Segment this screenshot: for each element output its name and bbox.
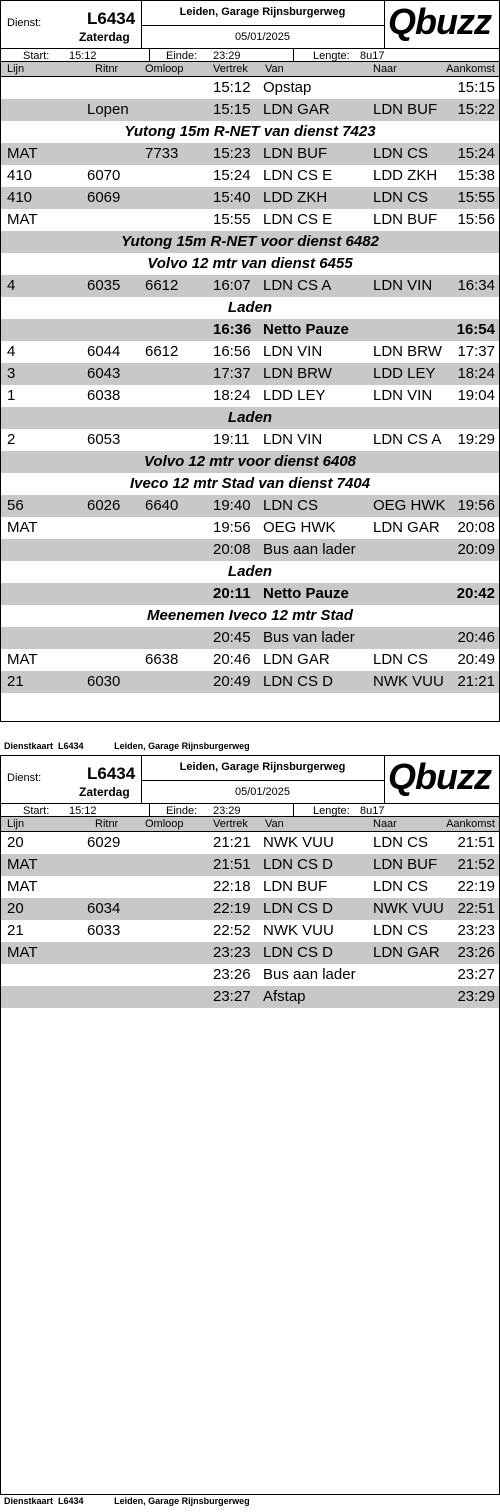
cell-ritnr: 6030 bbox=[87, 673, 121, 690]
cell-omloop: 7733 bbox=[145, 145, 179, 162]
table-row bbox=[1, 539, 499, 561]
section-heading: Volvo 12 mtr voor dienst 6408 bbox=[1, 451, 499, 473]
cell-aankomst: 19:29 bbox=[457, 431, 495, 448]
cell-lijn: 4 bbox=[7, 277, 16, 294]
cell-aankomst: 15:55 bbox=[457, 189, 495, 206]
cell-naar: LDD ZKH bbox=[373, 167, 438, 184]
cell-vertrek: 15:24 bbox=[213, 167, 251, 184]
page-footer bbox=[4, 1496, 250, 1506]
card-header bbox=[0, 0, 500, 62]
cell-van: Netto Pauze bbox=[263, 585, 349, 602]
schedule-table bbox=[0, 77, 500, 722]
col-van: Van bbox=[265, 63, 284, 75]
divider bbox=[293, 48, 294, 63]
cell-van: LDN CS D bbox=[263, 944, 334, 961]
section-heading: Volvo 12 mtr van dienst 6455 bbox=[147, 255, 353, 272]
cell-vertrek: 15:40 bbox=[213, 189, 251, 206]
dienstkaart-page-1 bbox=[0, 0, 500, 751]
cell-naar: LDN BUF bbox=[373, 211, 438, 228]
day-label: Zaterdag bbox=[79, 30, 130, 44]
cell-van: Afstap bbox=[263, 988, 306, 1005]
table-row bbox=[1, 942, 499, 964]
cell-vertrek: 21:51 bbox=[213, 856, 251, 873]
schedule-table bbox=[0, 832, 500, 1495]
cell-naar: LDN CS bbox=[373, 189, 429, 206]
table-row bbox=[1, 187, 499, 209]
table-row bbox=[1, 649, 499, 671]
page-footer bbox=[4, 741, 250, 751]
footer-location: Leiden, Garage Rijnsburgerweg bbox=[114, 741, 250, 751]
cell-vertrek: 23:23 bbox=[213, 944, 251, 961]
start-time: 15:12 bbox=[69, 50, 97, 62]
cell-van: LDN GAR bbox=[263, 101, 330, 118]
section-heading: Laden bbox=[227, 299, 273, 316]
cell-naar: LDN BRW bbox=[373, 343, 442, 360]
cell-ritnr: 6033 bbox=[87, 922, 121, 939]
col-lijn: Lijn bbox=[7, 63, 25, 75]
table-row bbox=[1, 583, 499, 605]
cell-aankomst: 18:24 bbox=[457, 365, 495, 382]
cell-lijn: MAT bbox=[7, 856, 38, 873]
cell-lijn: 21 bbox=[7, 673, 24, 690]
cell-van: LDN GAR bbox=[263, 651, 330, 668]
einde-time: 23:29 bbox=[213, 805, 241, 817]
cell-omloop: 6612 bbox=[145, 343, 179, 360]
lengte-label: Lengte: bbox=[313, 50, 350, 62]
cell-naar: LDN VIN bbox=[373, 277, 433, 294]
footer-dienst: L6434 bbox=[58, 1496, 84, 1506]
section-heading: Meenemen Iveco 12 mtr Stad bbox=[147, 607, 353, 624]
cell-ritnr: 6044 bbox=[87, 343, 121, 360]
cell-van: LDN BUF bbox=[263, 145, 328, 162]
qbuzz-logo: Qbuzz bbox=[388, 1, 491, 42]
table-row bbox=[1, 517, 499, 539]
cell-ritnr: 6053 bbox=[87, 431, 121, 448]
dienst-label: Dienst: bbox=[7, 17, 42, 29]
cell-ritnr: 6038 bbox=[87, 387, 121, 404]
table-row bbox=[1, 627, 499, 649]
col-omloop: Omloop bbox=[145, 63, 184, 75]
card-header bbox=[0, 755, 500, 817]
cell-ritnr: 6029 bbox=[87, 834, 121, 851]
cell-vertrek: 16:07 bbox=[213, 277, 251, 294]
cell-ritnr: Lopen bbox=[87, 101, 129, 118]
cell-aankomst: 20:42 bbox=[456, 585, 495, 602]
cell-aankomst: 17:37 bbox=[457, 343, 495, 360]
cell-van: LDN CS D bbox=[263, 900, 334, 917]
cell-lijn: 2 bbox=[7, 431, 16, 448]
col-vertrek: Vertrek bbox=[213, 63, 248, 75]
garage-location: Leiden, Garage Rijnsburgerweg bbox=[179, 761, 346, 773]
cell-vertrek: 20:45 bbox=[213, 629, 251, 646]
cell-ritnr: 6070 bbox=[87, 167, 121, 184]
divider bbox=[149, 48, 150, 63]
cell-vertrek: 19:56 bbox=[213, 519, 251, 536]
footer-label: Dienstkaart bbox=[4, 741, 54, 751]
cell-van: LDD LEY bbox=[263, 387, 326, 404]
cell-lijn: MAT bbox=[7, 211, 38, 228]
cell-aankomst: 23:26 bbox=[457, 944, 495, 961]
cell-vertrek: 23:27 bbox=[213, 988, 251, 1005]
divider bbox=[293, 803, 294, 818]
cell-aankomst: 20:49 bbox=[457, 651, 495, 668]
cell-vertrek: 16:36 bbox=[213, 321, 252, 338]
cell-van: LDN CS D bbox=[263, 856, 334, 873]
table-row bbox=[1, 341, 499, 363]
table-row bbox=[1, 209, 499, 231]
cell-van: LDN CS D bbox=[263, 673, 334, 690]
cell-vertrek: 15:23 bbox=[213, 145, 251, 162]
table-row bbox=[1, 876, 499, 898]
cell-aankomst: 15:24 bbox=[457, 145, 495, 162]
cell-aankomst: 19:56 bbox=[457, 497, 495, 514]
cell-vertrek: 16:56 bbox=[213, 343, 251, 360]
section-heading: Iveco 12 mtr Stad van dienst 7404 bbox=[129, 475, 371, 492]
cell-aankomst: 22:19 bbox=[457, 878, 495, 895]
cell-van: LDN CS bbox=[263, 497, 319, 514]
cell-vertrek: 21:21 bbox=[213, 834, 251, 851]
cell-vertrek: 19:11 bbox=[213, 431, 250, 448]
divider bbox=[149, 803, 150, 818]
lengte-value: 8u17 bbox=[360, 50, 385, 62]
table-row bbox=[1, 99, 499, 121]
einde-time: 23:29 bbox=[213, 50, 241, 62]
cell-lijn: MAT bbox=[7, 145, 38, 162]
table-row bbox=[1, 143, 499, 165]
column-header-row bbox=[0, 62, 500, 77]
cell-lijn: MAT bbox=[7, 944, 38, 961]
cell-van: LDN CS A bbox=[263, 277, 332, 294]
table-row bbox=[1, 77, 499, 99]
start-label: Start: bbox=[23, 805, 50, 817]
cell-vertrek: 17:37 bbox=[213, 365, 251, 382]
cell-naar: LDN CS bbox=[373, 922, 429, 939]
table-row bbox=[1, 363, 499, 385]
cell-naar: LDN CS bbox=[373, 145, 429, 162]
table-row bbox=[1, 319, 499, 341]
cell-van: LDN CS E bbox=[263, 211, 333, 228]
cell-omloop: 6640 bbox=[145, 497, 179, 514]
cell-vertrek: 22:52 bbox=[213, 922, 251, 939]
lengte-value: 8u17 bbox=[360, 805, 385, 817]
table-row bbox=[1, 275, 499, 297]
cell-aankomst: 15:38 bbox=[457, 167, 495, 184]
cell-aankomst: 23:27 bbox=[457, 966, 495, 983]
cell-vertrek: 22:18 bbox=[213, 878, 251, 895]
table-row bbox=[1, 671, 499, 693]
cell-naar: LDN GAR bbox=[373, 944, 440, 961]
section-heading: Laden bbox=[227, 563, 273, 580]
col-naar: Naar bbox=[373, 63, 397, 75]
cell-vertrek: 15:55 bbox=[213, 211, 251, 228]
cell-ritnr: 6043 bbox=[87, 365, 121, 382]
dienstkaart-page-2 bbox=[0, 755, 500, 1506]
cell-naar: LDN GAR bbox=[373, 519, 440, 536]
cell-aankomst: 23:29 bbox=[457, 988, 495, 1005]
cell-van: LDN BRW bbox=[263, 365, 332, 382]
cell-naar: LDN CS A bbox=[373, 431, 442, 448]
divider bbox=[141, 780, 384, 781]
cell-aankomst: 16:54 bbox=[456, 321, 495, 338]
table-row bbox=[1, 898, 499, 920]
cell-aankomst: 20:46 bbox=[457, 629, 495, 646]
cell-omloop: 6638 bbox=[145, 651, 179, 668]
cell-naar: OEG HWK bbox=[373, 497, 446, 514]
cell-van: Bus aan lader bbox=[263, 541, 356, 558]
date: 05/01/2025 bbox=[234, 786, 291, 798]
cell-lijn: MAT bbox=[7, 519, 38, 536]
qbuzz-logo: Qbuzz bbox=[388, 756, 491, 797]
col-aankomst: Aankomst bbox=[446, 63, 495, 75]
footer-dienst: L6434 bbox=[58, 741, 84, 751]
cell-lijn: 20 bbox=[7, 900, 24, 917]
cell-lijn: 3 bbox=[7, 365, 16, 382]
cell-van: NWK VUU bbox=[263, 922, 334, 939]
col-aankomst: Aankomst bbox=[446, 818, 495, 830]
table-row bbox=[1, 165, 499, 187]
col-naar: Naar bbox=[373, 818, 397, 830]
col-ritnr: Ritnr bbox=[95, 63, 119, 75]
cell-aankomst: 15:22 bbox=[457, 101, 495, 118]
cell-naar: LDN VIN bbox=[373, 387, 433, 404]
cell-lijn: MAT bbox=[7, 878, 38, 895]
cell-naar: LDD LEY bbox=[373, 365, 436, 382]
col-van: Van bbox=[265, 818, 284, 830]
cell-ritnr: 6034 bbox=[87, 900, 121, 917]
dienst-label: Dienst: bbox=[7, 772, 42, 784]
table-row bbox=[1, 964, 499, 986]
dienst-number: L6434 bbox=[87, 764, 136, 783]
date: 05/01/2025 bbox=[234, 31, 291, 43]
table-row bbox=[1, 429, 499, 451]
table-row bbox=[1, 854, 499, 876]
cell-aankomst: 15:56 bbox=[457, 211, 495, 228]
start-time: 15:12 bbox=[69, 805, 97, 817]
cell-naar: LDN CS bbox=[373, 834, 429, 851]
section-heading: Laden bbox=[1, 407, 499, 429]
cell-naar: LDN BUF bbox=[373, 101, 438, 118]
cell-vertrek: 15:12 bbox=[213, 79, 251, 96]
start-label: Start: bbox=[23, 50, 50, 62]
table-row bbox=[1, 920, 499, 942]
garage-location: Leiden, Garage Rijnsburgerweg bbox=[179, 6, 346, 18]
cell-omloop: 6612 bbox=[145, 277, 179, 294]
cell-aankomst: 19:04 bbox=[457, 387, 495, 404]
cell-aankomst: 16:34 bbox=[457, 277, 495, 294]
day-label: Zaterdag bbox=[79, 785, 130, 799]
cell-vertrek: 20:08 bbox=[213, 541, 251, 558]
cell-naar: LDN BUF bbox=[373, 856, 438, 873]
cell-van: Opstap bbox=[263, 79, 312, 96]
divider bbox=[384, 756, 385, 803]
cell-lijn: 4 bbox=[7, 343, 16, 360]
cell-naar: NWK VUU bbox=[373, 673, 444, 690]
cell-van: LDD ZKH bbox=[263, 189, 328, 206]
cell-van: Netto Pauze bbox=[263, 321, 349, 338]
cell-aankomst: 21:52 bbox=[457, 856, 495, 873]
cell-vertrek: 22:19 bbox=[213, 900, 251, 917]
footer-location: Leiden, Garage Rijnsburgerweg bbox=[114, 1496, 250, 1506]
cell-van: LDN BUF bbox=[263, 878, 328, 895]
cell-ritnr: 6069 bbox=[87, 189, 121, 206]
cell-lijn: 21 bbox=[7, 922, 24, 939]
table-row bbox=[1, 495, 499, 517]
divider bbox=[141, 25, 384, 26]
table-row bbox=[1, 385, 499, 407]
cell-van: OEG HWK bbox=[263, 519, 336, 536]
divider bbox=[1, 803, 499, 804]
divider bbox=[1, 48, 499, 49]
section-heading: Yutong 15m R-NET van dienst 7423 bbox=[124, 123, 376, 140]
cell-naar: LDN CS bbox=[373, 651, 429, 668]
cell-naar: NWK VUU bbox=[373, 900, 444, 917]
cell-vertrek: 23:26 bbox=[213, 966, 251, 983]
cell-aankomst: 21:21 bbox=[457, 673, 495, 690]
column-header-row bbox=[0, 817, 500, 832]
col-ritnr: Ritnr bbox=[95, 818, 119, 830]
cell-aankomst: 23:23 bbox=[457, 922, 495, 939]
cell-van: NWK VUU bbox=[263, 834, 334, 851]
cell-aankomst: 15:15 bbox=[457, 79, 495, 96]
cell-vertrek: 18:24 bbox=[213, 387, 251, 404]
cell-van: Bus van lader bbox=[263, 629, 355, 646]
cell-lijn: MAT bbox=[7, 651, 38, 668]
cell-lijn: 410 bbox=[7, 189, 33, 206]
cell-lijn: 56 bbox=[7, 497, 24, 514]
lengte-label: Lengte: bbox=[313, 805, 350, 817]
col-omloop: Omloop bbox=[145, 818, 184, 830]
einde-label: Einde: bbox=[166, 50, 198, 62]
section-heading: Yutong 15m R-NET voor dienst 6482 bbox=[1, 231, 499, 253]
table-row bbox=[1, 832, 499, 854]
cell-van: LDN VIN bbox=[263, 431, 323, 448]
divider bbox=[384, 1, 385, 48]
cell-van: Bus aan lader bbox=[263, 966, 356, 983]
footer-label: Dienstkaart bbox=[4, 1496, 54, 1506]
cell-aankomst: 22:51 bbox=[457, 900, 495, 917]
cell-lijn: 1 bbox=[7, 387, 16, 404]
cell-vertrek: 19:40 bbox=[213, 497, 251, 514]
col-vertrek: Vertrek bbox=[213, 818, 248, 830]
cell-ritnr: 6035 bbox=[87, 277, 121, 294]
cell-vertrek: 20:11 bbox=[213, 585, 251, 602]
cell-ritnr: 6026 bbox=[87, 497, 121, 514]
cell-lijn: 20 bbox=[7, 834, 24, 851]
dienst-number: L6434 bbox=[87, 9, 136, 28]
cell-aankomst: 21:51 bbox=[457, 834, 495, 851]
cell-aankomst: 20:09 bbox=[457, 541, 495, 558]
cell-van: LDN CS E bbox=[263, 167, 333, 184]
einde-label: Einde: bbox=[166, 805, 198, 817]
cell-vertrek: 15:15 bbox=[213, 101, 251, 118]
col-lijn: Lijn bbox=[7, 818, 25, 830]
cell-aankomst: 20:08 bbox=[457, 519, 495, 536]
cell-vertrek: 20:46 bbox=[213, 651, 251, 668]
cell-naar: LDN CS bbox=[373, 878, 429, 895]
table-row bbox=[1, 986, 499, 1008]
cell-vertrek: 20:49 bbox=[213, 673, 251, 690]
cell-van: LDN VIN bbox=[263, 343, 323, 360]
cell-lijn: 410 bbox=[7, 167, 33, 184]
